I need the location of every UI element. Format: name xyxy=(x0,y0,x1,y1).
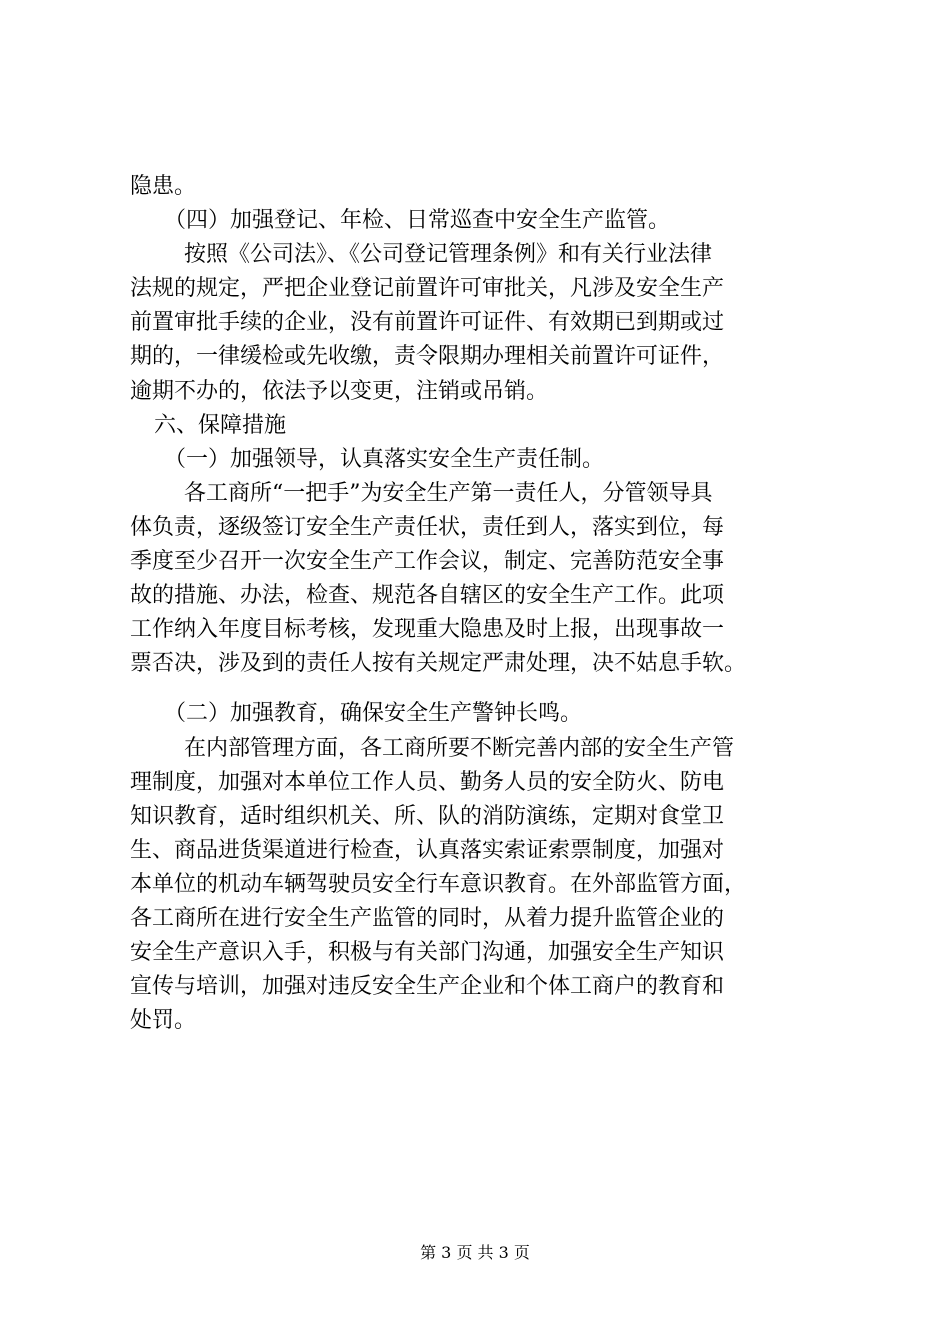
section-heading-six: 六、保障措施 xyxy=(154,412,287,438)
text-line: 各工商所“一把手”为安全生产第一责任人，分管领导具 xyxy=(184,480,713,506)
text-line: 工作纳入年度目标考核，发现重大隐患及时上报，出现事故一 xyxy=(130,617,725,643)
text-line: 票否决，涉及到的责任人按有关规定严肃处理，决不姑息手软。 xyxy=(130,651,747,677)
page-number-footer: 第 3 页 共 3 页 xyxy=(420,1243,530,1262)
text-line: 各工商所在进行安全生产监管的同时，从着力提升监管企业的 xyxy=(130,905,725,931)
text-line: 故的措施、办法，检查、规范各自辖区的安全生产工作。此项 xyxy=(130,583,725,609)
text-line: 宣传与培训，加强对违反安全生产企业和个体工商户的教育和 xyxy=(130,974,725,1000)
text-line: 法规的规定，严把企业登记前置许可审批关，凡涉及安全生产 xyxy=(130,276,725,302)
text-line: 按照《公司法》、《公司登记管理条例》和有关行业法律 xyxy=(184,242,713,268)
subheading-four: （四）加强登记、年检、日常巡查中安全生产监管。 xyxy=(164,208,671,234)
text-line: 理制度，加强对本单位工作人员、勤务人员的安全防火、防电 xyxy=(130,769,725,795)
paragraph-gap xyxy=(130,681,830,697)
text-line: 季度至少召开一次安全生产工作会议，制定、完善防范安全事 xyxy=(130,549,725,575)
text-line: 生、商品进货渠道进行检查，认真落实索证索票制度，加强对 xyxy=(130,837,725,863)
text-line: 处罚。 xyxy=(130,1008,197,1034)
text-line: 期的，一律缓检或先收缴，责令限期办理相关前置许可证件， xyxy=(130,344,725,370)
subheading-one: （一）加强领导，认真落实安全生产责任制。 xyxy=(164,446,605,472)
text-line: 安全生产意识入手，积极与有关部门沟通，加强安全生产知识 xyxy=(130,940,725,966)
document-body xyxy=(130,170,830,1038)
text-line: 本单位的机动车辆驾驶员安全行车意识教育。在外部监管方面， xyxy=(130,871,747,897)
subheading-two: （二）加强教育，确保安全生产警钟长鸣。 xyxy=(164,701,583,727)
text-line: 在内部管理方面，各工商所要不断完善内部的安全生产管 xyxy=(184,735,735,761)
text-line: 知识教育，适时组织机关、所、队的消防演练，定期对食堂卫 xyxy=(130,803,725,829)
text-line: 逾期不办的，依法予以变更，注销或吊销。 xyxy=(130,378,549,404)
text-line: 前置审批手续的企业，没有前置许可证件、有效期已到期或过 xyxy=(130,310,725,336)
text-line: 体负责，逐级签订安全生产责任状，责任到人，落实到位，每 xyxy=(130,514,725,540)
text-line: 隐患。 xyxy=(130,174,197,199)
